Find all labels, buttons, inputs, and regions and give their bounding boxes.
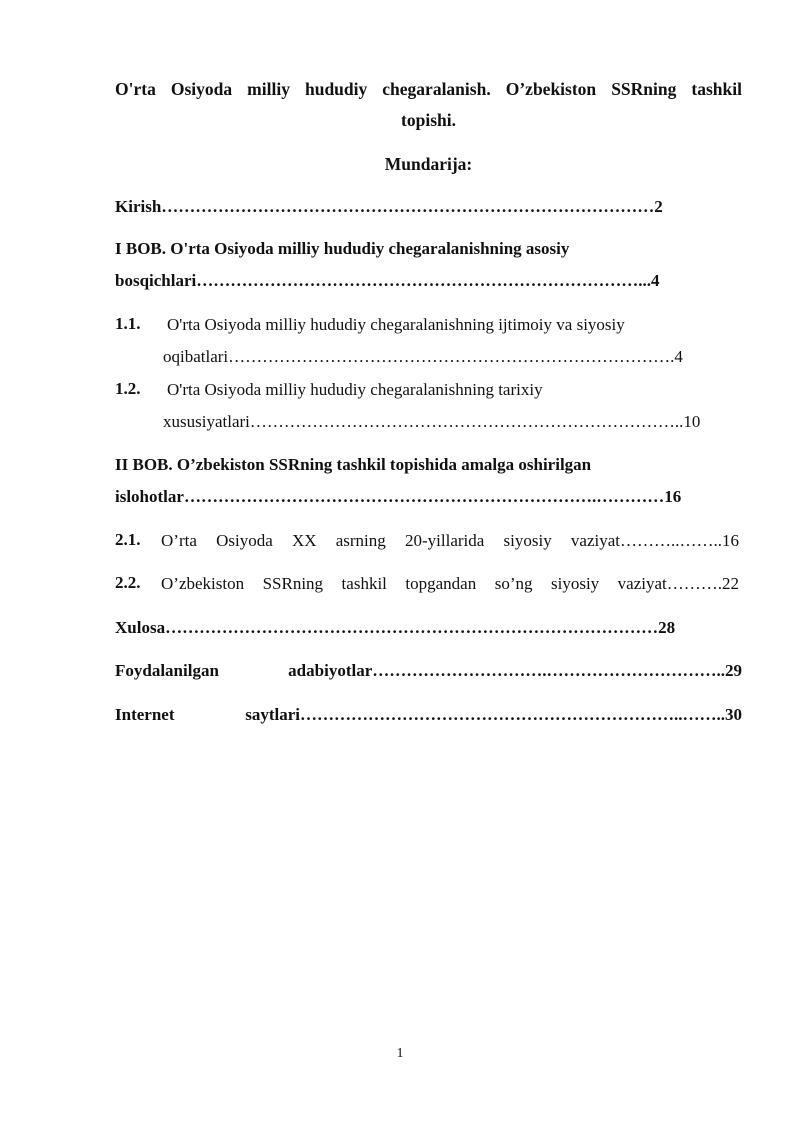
- toc-entry-2-2: O’zbekiston SSRning tashkil topgandan so’ng siyosiy vaziyat……….22: [161, 574, 739, 593]
- toc-heading: Mundarija:: [384, 154, 473, 174]
- toc-entry-2-1: O’rta Osiyoda XX asrning 20-yillarida siyosiy vaziyat………..……..16: [161, 531, 739, 550]
- toc-entry-internet-saytlari: Internet saytlari…………………………………………………………..……..30: [115, 705, 742, 724]
- toc-number-1-1: 1.1.: [115, 314, 141, 333]
- toc-entry-bob1-line2: bosqichlari……………………………………………………………………...4: [115, 271, 660, 290]
- page-number: 1: [396, 1046, 404, 1061]
- title-line-2: topishi.: [401, 110, 456, 130]
- toc-number-2-2: 2.2.: [115, 573, 141, 592]
- toc-entry-1-1-line1: O'rta Osiyoda milliy hududiy chegaralanishning ijtimoiy va siyosiy: [167, 315, 625, 334]
- toc-entry-kirish: Kirish……………………………………………………………………………2: [115, 197, 663, 216]
- toc-number-2-1: 2.1.: [115, 530, 141, 549]
- toc-entry-1-2-line2: xususiyatlari…………………………………………………………………..10: [163, 412, 701, 431]
- toc-entry-bob2-line1: II BOB. O’zbekiston SSRning tashkil topishida amalga oshirilgan: [115, 455, 592, 474]
- document-title: [115, 74, 742, 136]
- toc-entry-bob2-line2: islohotlar……………………………………………………………….…………16: [115, 487, 682, 506]
- toc-entry-xulosa: Xulosa……………………………………………………………………………28: [115, 618, 676, 637]
- title-line-1: O'rta Osiyoda milliy hududiy chegaralanish. O’zbekiston SSRning tashkil: [115, 79, 742, 99]
- toc-entry-1-1-line2: oqibatlari…………………………………………………………………….4: [163, 347, 683, 366]
- toc-entry-adabiyotlar: Foydalanilgan adabiyotlar………………………….…………………………..29: [115, 661, 742, 680]
- toc-entry-1-2-line1: O'rta Osiyoda milliy hududiy chegaralanishning tarixiy: [167, 380, 543, 399]
- toc-entry-bob1-line1: I BOB. O'rta Osiyoda milliy hududiy chegaralanishning asosiy: [115, 239, 570, 258]
- toc-number-1-2: 1.2.: [115, 379, 141, 398]
